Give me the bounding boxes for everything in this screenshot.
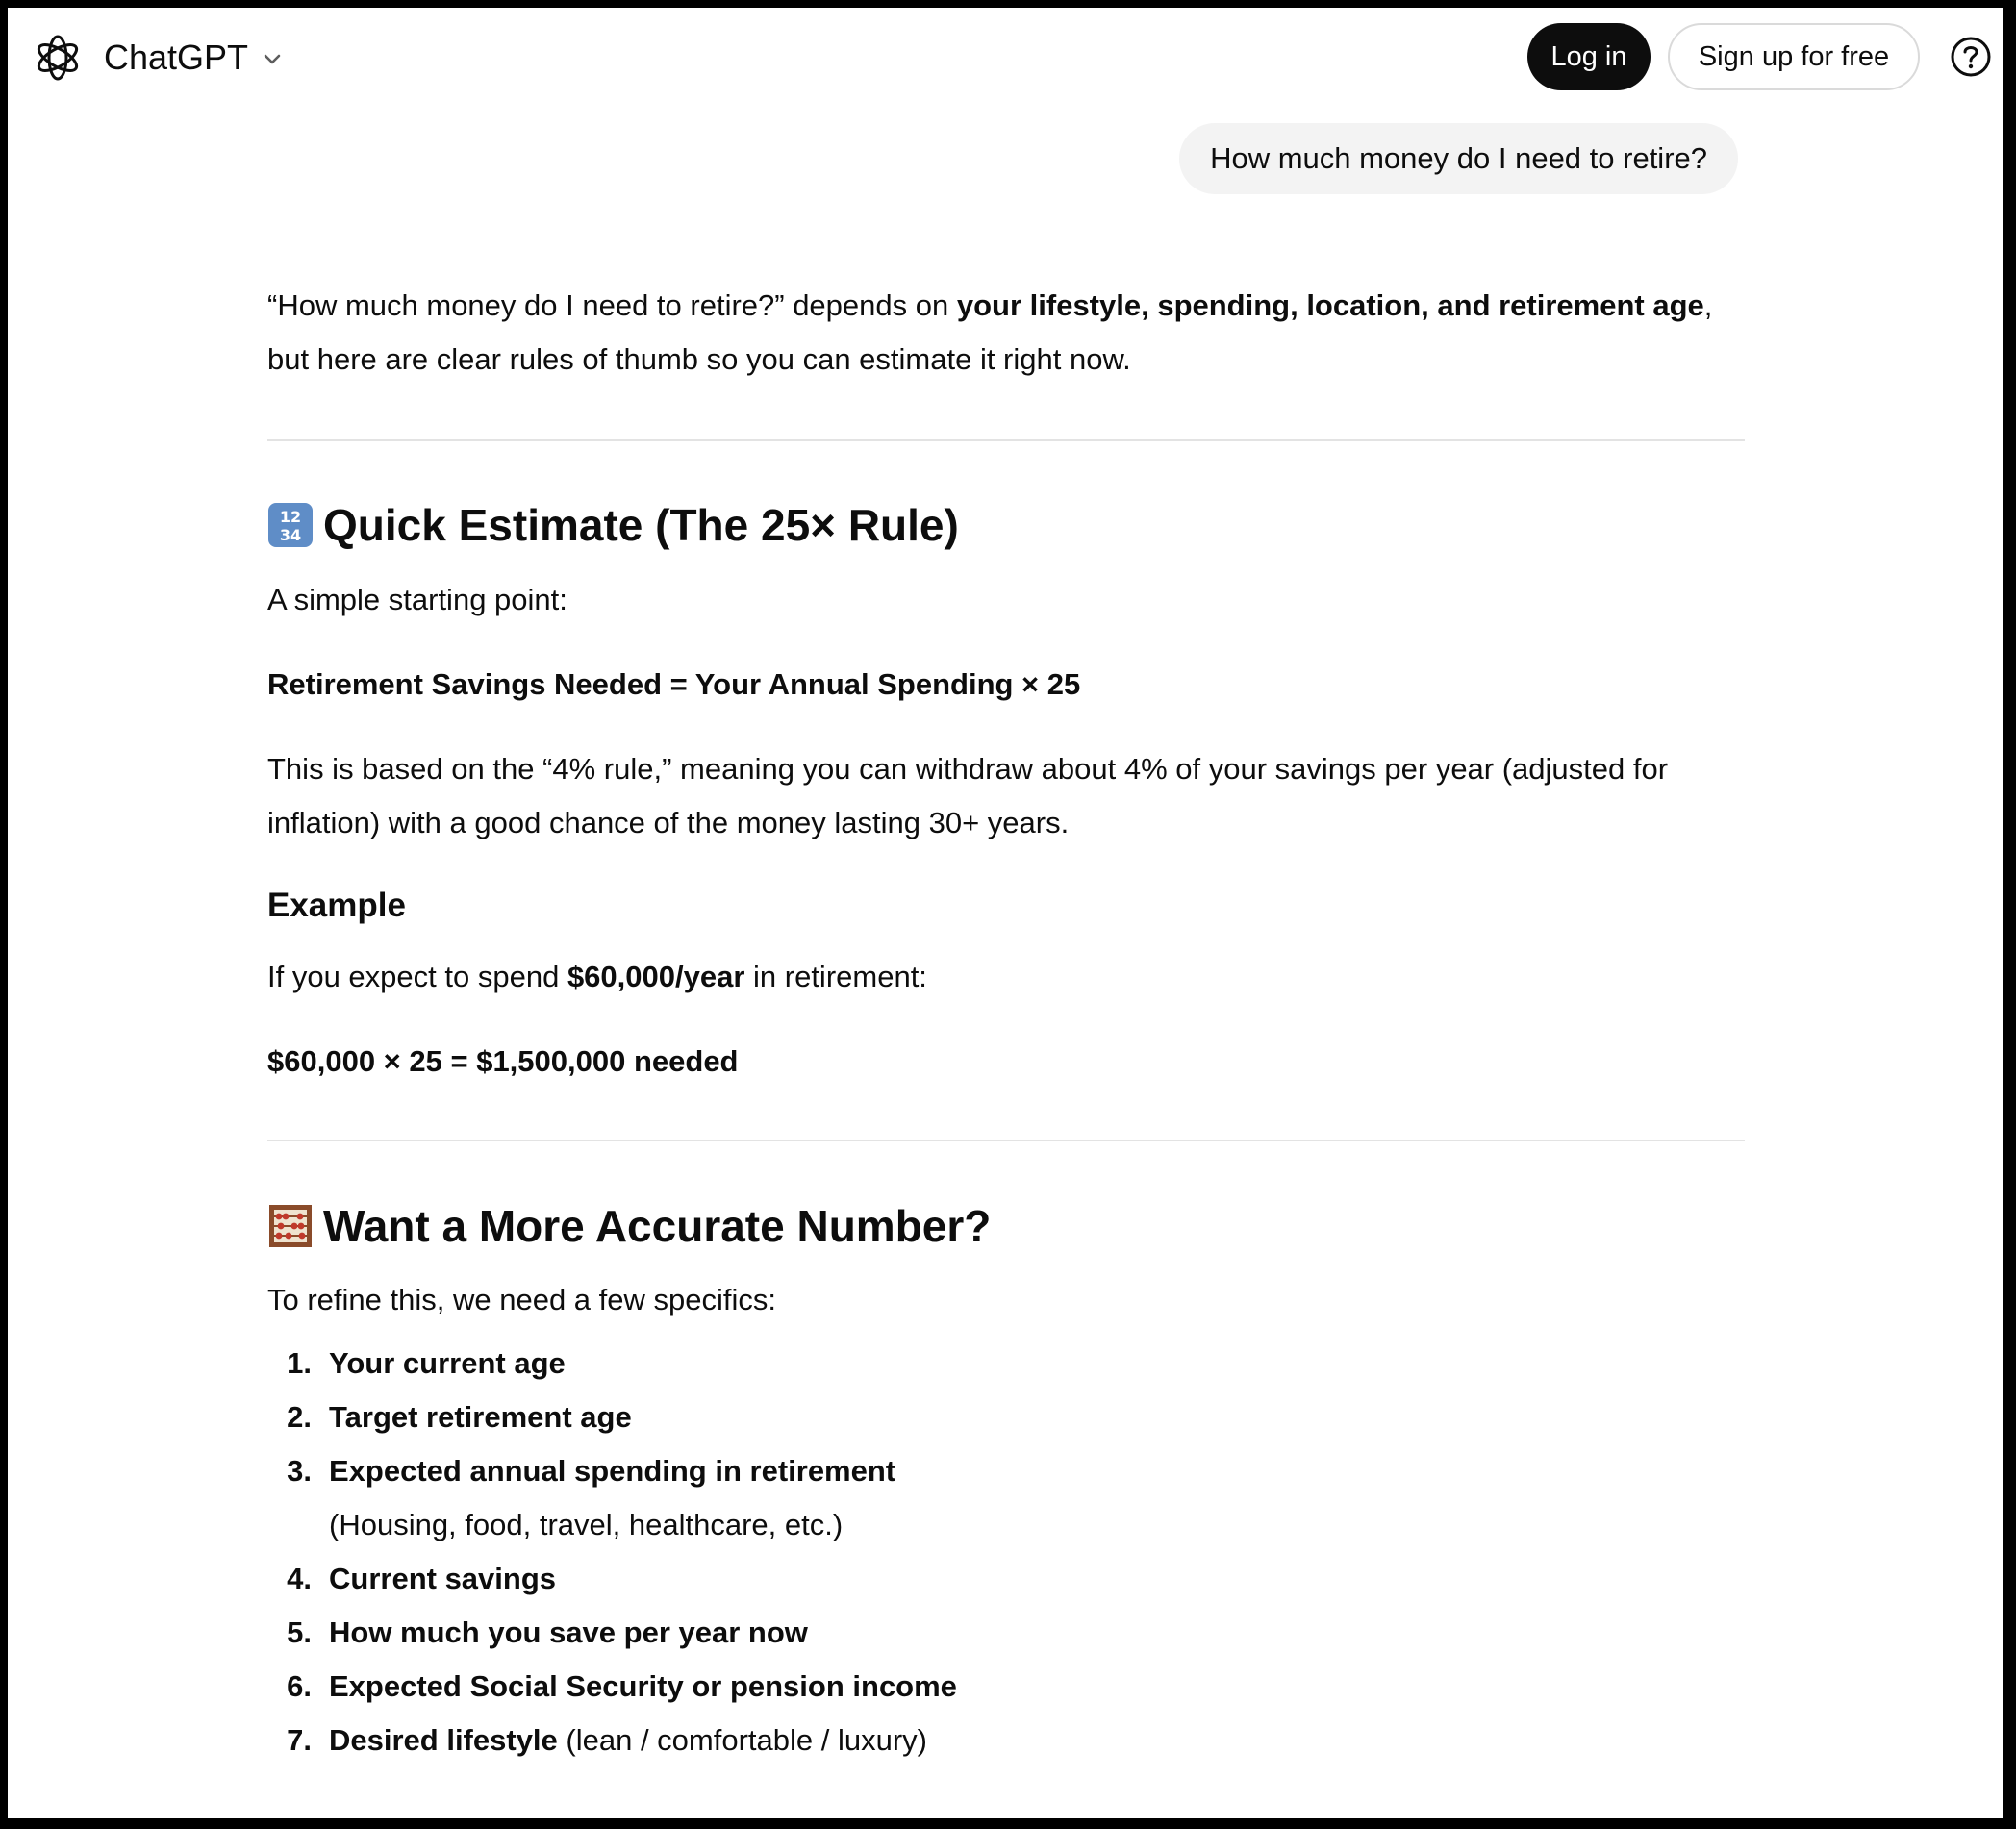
section1-lead: A simple starting point: — [267, 583, 567, 616]
list-item-rest: (lean / comfortable / luxury) — [557, 1723, 927, 1757]
formula-text: Retirement Savings Needed = Your Annual Spending × 25 — [267, 667, 1081, 701]
example-text-end: in retirement: — [744, 960, 927, 993]
model-switcher[interactable] — [104, 29, 285, 87]
svg-text:12: 12 — [279, 508, 302, 526]
abacus-icon — [267, 1203, 314, 1249]
list-item — [267, 1391, 1741, 1444]
list-item-text — [329, 1660, 957, 1714]
example-text: If you expect to spend — [267, 960, 567, 993]
svg-text:34: 34 — [279, 526, 302, 544]
list-item — [267, 1660, 1741, 1714]
user-message-bubble — [1179, 123, 1738, 194]
list-item-text — [329, 1444, 895, 1498]
example-heading: Example — [267, 887, 406, 924]
list-item-bold: Target retirement age — [329, 1400, 632, 1434]
example-bold-value: $60,000/year — [567, 960, 745, 993]
list-item-bold: Expected annual spending in retirement — [329, 1454, 896, 1488]
list-number: 5. — [287, 1616, 312, 1649]
list-item-text — [329, 1391, 632, 1444]
section2-lead: To refine this, we need a few specifics: — [267, 1283, 776, 1316]
list-item-text — [329, 1606, 808, 1660]
list-item-subtext: (Housing, food, travel, healthcare, etc.) — [329, 1508, 844, 1541]
list-item-bold: Current savings — [329, 1562, 557, 1595]
list-number: 7. — [287, 1723, 312, 1757]
list-item — [267, 1444, 1741, 1498]
help-icon[interactable] — [1947, 33, 1995, 81]
list-item-text — [329, 1337, 566, 1391]
list-number: 6. — [287, 1669, 312, 1703]
input-numbers-icon — [267, 502, 314, 548]
section-title: Quick Estimate (The 25× Rule) — [323, 500, 959, 550]
list-number: 2. — [287, 1400, 312, 1434]
list-item-text — [329, 1552, 556, 1606]
list-item-bold: Expected Social Security or pension income — [329, 1669, 957, 1703]
intro-bold-text: your lifestyle, spending, location, and retirement age — [956, 288, 1704, 322]
section-heading-accurate-number — [267, 1199, 991, 1253]
list-item-text — [329, 1714, 927, 1767]
example-result: $60,000 × 25 = $1,500,000 needed — [267, 1044, 739, 1078]
divider — [267, 1140, 1745, 1141]
list-item-bold: Your current age — [329, 1346, 566, 1380]
top-bar — [8, 8, 2003, 108]
list-item-bold: How much you save per year now — [329, 1616, 808, 1649]
signup-button[interactable]: Sign up for free — [1668, 23, 1920, 90]
list-item — [267, 1552, 1741, 1606]
login-button[interactable]: Log in — [1527, 23, 1651, 90]
intro-text: “How much money do I need to retire?” depends on — [267, 288, 957, 322]
intro-paragraph — [267, 279, 1741, 387]
list-item — [267, 1714, 1741, 1767]
model-name: ChatGPT — [104, 38, 249, 77]
divider — [267, 439, 1745, 441]
section-title: Want a More Accurate Number? — [323, 1201, 992, 1251]
chat-window — [8, 8, 2003, 1818]
list-item — [267, 1606, 1741, 1660]
list-number: 1. — [287, 1346, 312, 1380]
chevron-down-icon — [260, 47, 285, 72]
user-message-text: How much money do I need to retire? — [1210, 141, 1707, 175]
openai-logo-icon[interactable] — [31, 31, 85, 85]
list-item-bold: Desired lifestyle — [329, 1723, 558, 1757]
list-item-note — [267, 1498, 1741, 1552]
explanation-paragraph: This is based on the “4% rule,” meaning you can withdraw about 4% of your savings per year (adjusted for inflation) with a good chance of the money lasting 30+ years. — [267, 752, 1669, 839]
example-paragraph — [267, 950, 1741, 1004]
section-heading-quick-estimate — [267, 498, 959, 552]
specifics-list — [267, 1337, 1741, 1767]
list-number: 4. — [287, 1562, 312, 1595]
intro-text-end: , but here are clear rules of thumb so you can estimate it right now. — [267, 288, 1713, 376]
list-number: 3. — [287, 1454, 312, 1488]
list-item — [267, 1337, 1741, 1391]
